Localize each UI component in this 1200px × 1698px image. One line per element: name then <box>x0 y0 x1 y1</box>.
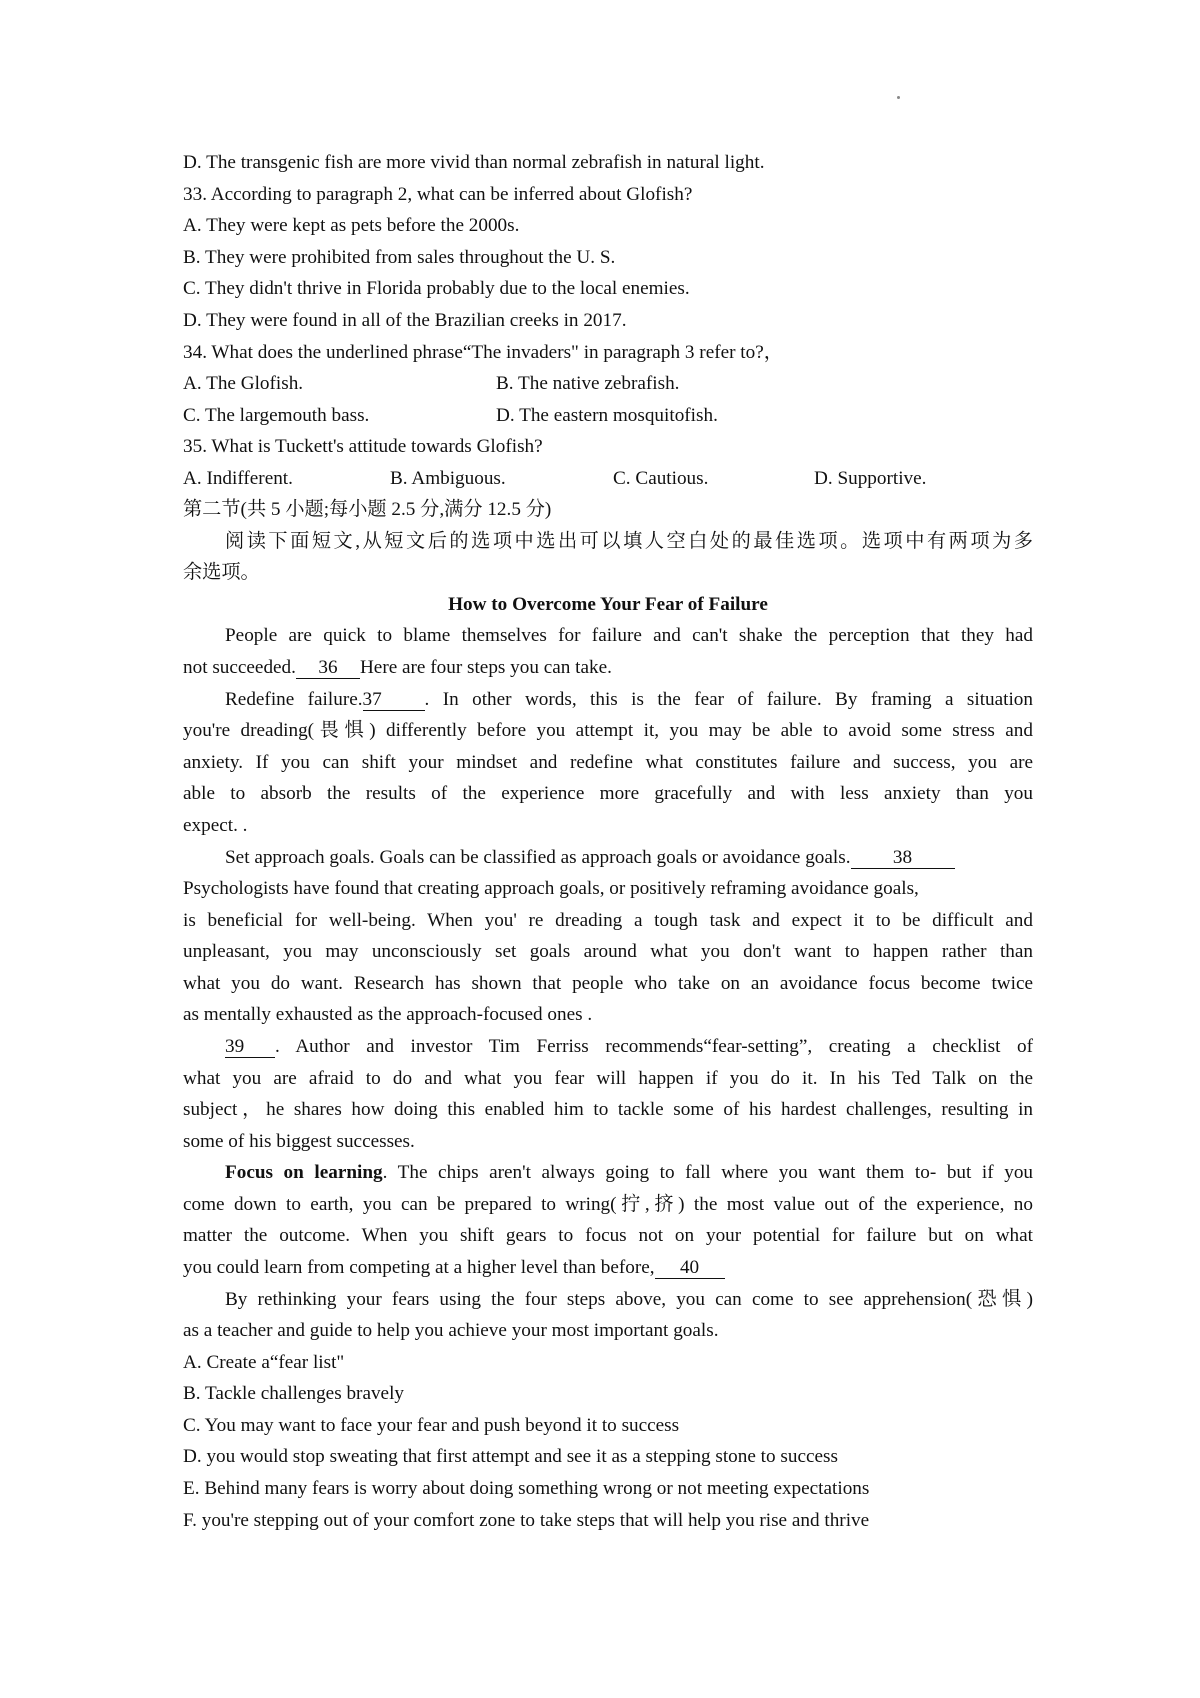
p4-line3: subject，he shares how doing this enabled him to tackle some of his hardest challenges, resulting in <box>183 1099 1033 1120</box>
p6-line1: By rethinking your fears using the four steps above, you can come to see apprehension(恐惧) <box>225 1289 1033 1310</box>
p4-line2: what you are afraid to do and what you fear will happen if you do it. In his Ted Talk on the <box>183 1068 1033 1089</box>
p3-line5: what you do want. Research has shown that people who take on an avoidance focus become twice <box>183 973 1033 994</box>
p3-line2: Psychologists have found that creating approach goals, or positively reframing avoidance goals, <box>183 878 919 899</box>
section2-instruction-line2: 余选项。 <box>183 562 260 583</box>
q34-option-b: B. The native zebrafish. <box>496 373 680 394</box>
q35-stem: 35. What is Tuckett's attitude towards Glofish? <box>183 436 543 457</box>
q32-option-d: D. The transgenic fish are more vivid than normal zebrafish in natural light. <box>183 152 765 173</box>
blank-40[interactable]: 40 <box>655 1258 725 1279</box>
p1-line2 <box>183 656 612 680</box>
choice-b: B. Tackle challenges bravely <box>183 1383 405 1404</box>
p2-line1-pre: Redefine failure. <box>225 689 363 710</box>
q33-option-d: D. They were found in all of the Brazilian creeks in 2017. <box>183 310 627 331</box>
p4-line1-post: . Author and investor Tim Ferriss recommends“fear-setting”, creating a checklist of <box>275 1036 1033 1057</box>
p5-heading: Focus on learning <box>225 1162 383 1183</box>
page-mark <box>897 96 900 99</box>
p1-line2-pre: not succeeded. <box>183 657 296 678</box>
q33-option-c: C. They didn't thrive in Florida probably due to the local enemies. <box>183 278 690 299</box>
q33-stem: 33. According to paragraph 2, what can be inferred about Glofish? <box>183 184 693 205</box>
section2-instruction-line1: 阅读下面短文,从短文后的选项中选出可以填人空白处的最佳选项。选项中有两项为多 <box>225 531 1033 552</box>
p5-line1 <box>225 1161 1033 1185</box>
blank-38[interactable]: 38 <box>851 848 955 869</box>
p2-line1-post: . In other words, this is the fear of failure. By framing a situation <box>424 689 1033 710</box>
p3-line1-pre: Set approach goals. Goals can be classified as approach goals or avoidance goals. <box>225 847 851 868</box>
q34-stem: 34. What does the underlined phrase“The invaders" in paragraph 3 refer to?， <box>183 342 783 363</box>
p3-line4: unpleasant, you may unconsciously set goals around what you don't want to happen rather than <box>183 941 1033 962</box>
choice-d: D. you would stop sweating that first attempt and see it as a stepping stone to success <box>183 1446 838 1467</box>
p1-line2-post: Here are four steps you can take. <box>359 657 612 678</box>
p4-line4: some of his biggest successes. <box>183 1131 415 1152</box>
p3-line3: is beneficial for well-being. When you' re dreading a tough task and expect it to be difficult and <box>183 910 1033 931</box>
p5-line2: come down to earth, you can be prepared to wring(拧,挤) the most value out of the experience, no <box>183 1194 1033 1215</box>
q35-option-a: A. Indifferent. <box>183 468 293 489</box>
q35-option-d: D. Supportive. <box>814 468 927 489</box>
p2-line1 <box>225 688 1033 712</box>
p2-line5: expect. . <box>183 815 248 836</box>
q33-option-b: B. They were prohibited from sales throughout the U. S. <box>183 247 616 268</box>
q35-option-b: B. Ambiguous. <box>390 468 506 489</box>
p2-line3: anxiety. If you can shift your mindset and redefine what constitutes failure and success, you are <box>183 752 1033 773</box>
q35-option-c: C. Cautious. <box>613 468 709 489</box>
section2-header: 第二节(共 5 小题;每小题 2.5 分,满分 12.5 分) <box>183 499 552 520</box>
q34-option-a: A. The Glofish. <box>183 373 304 394</box>
choice-f: F. you're stepping out of your comfort zone to take steps that will help you rise and thrive <box>183 1510 870 1531</box>
q33-option-a: A. They were kept as pets before the 2000s. <box>183 215 520 236</box>
p5-line1-post: . The chips aren't always going to fall where you want them to- but if you <box>382 1162 1034 1183</box>
p3-line1 <box>225 846 955 870</box>
blank-36[interactable]: 36 <box>296 658 360 679</box>
choice-c: C. You may want to face your fear and push beyond it to success <box>183 1415 680 1436</box>
p5-line3: matter the outcome. When you shift gears to focus not on your potential for failure but on what <box>183 1225 1033 1246</box>
choice-e: E. Behind many fears is worry about doing something wrong or not meeting expectations <box>183 1478 870 1499</box>
p5-line4 <box>183 1256 725 1280</box>
passage-title: How to Overcome Your Fear of Failure <box>448 594 768 615</box>
blank-37[interactable]: 37 <box>363 690 425 711</box>
p5-line4-pre: you could learn from competing at a higher level than before, <box>183 1257 655 1278</box>
p2-line2: you're dreading(畏惧) differently before you attempt it, you may be able to avoid some stress and <box>183 720 1033 741</box>
p6-line2: as a teacher and guide to help you achieve your most important goals. <box>183 1320 719 1341</box>
p4-line1 <box>225 1035 1033 1059</box>
q34-option-c: C. The largemouth bass. <box>183 405 370 426</box>
p2-line4: able to absorb the results of the experience more gracefully and with less anxiety than you <box>183 783 1033 804</box>
p1-line1: People are quick to blame themselves for failure and can't shake the perception that they had <box>225 625 1033 646</box>
blank-39[interactable]: 39 <box>225 1037 275 1058</box>
q34-option-d: D. The eastern mosquitofish. <box>496 405 718 426</box>
p3-line6: as mentally exhausted as the approach-focused ones . <box>183 1004 593 1025</box>
choice-a: A. Create a“fear list" <box>183 1352 345 1373</box>
